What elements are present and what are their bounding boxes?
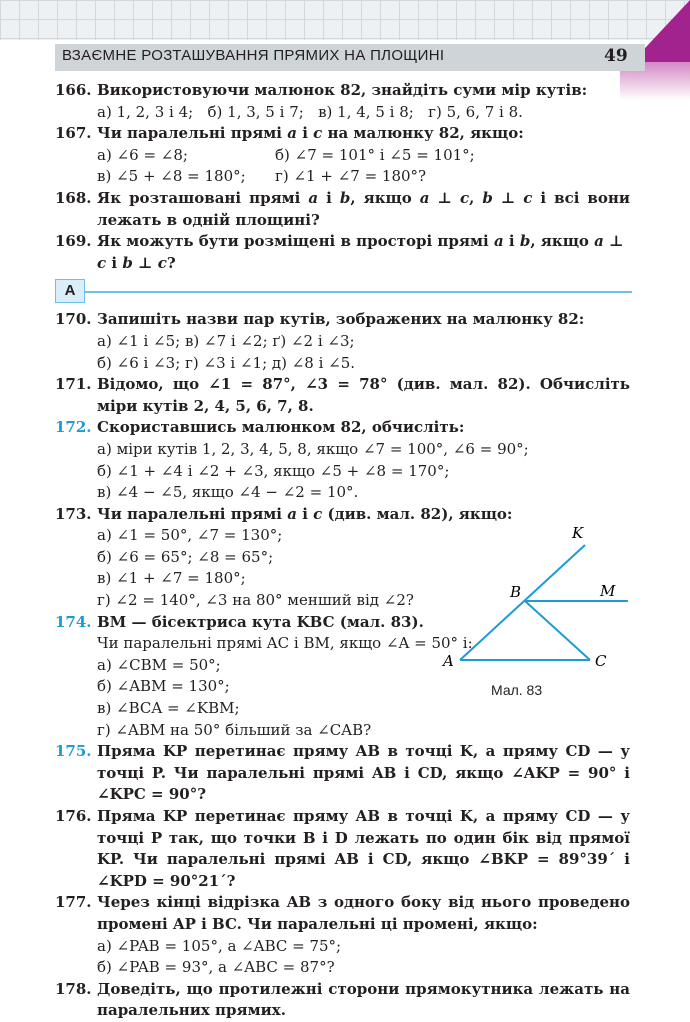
- problem-number: 169.: [55, 232, 92, 251]
- option-a: а) ∠6 = ∠8;: [97, 145, 188, 164]
- var-b: b: [122, 253, 133, 272]
- problem-172-line2: б) ∠1 + ∠4 і ∠2 + ∠3, якщо ∠5 + ∠8 = 170°;: [97, 461, 450, 480]
- problem-167-options-row2: [55, 166, 630, 188]
- problem-number: 178.: [55, 979, 92, 998]
- var-b: b: [519, 232, 531, 251]
- problem-177-line1: а) ∠PAB = 105°, а ∠ABC = 75°;: [97, 936, 342, 955]
- var-a: a: [419, 188, 430, 207]
- problem-text: Як можуть бути розміщені в просторі прямі: [97, 232, 494, 251]
- problem-number: 175.: [55, 742, 92, 761]
- problem-174-line2: б) ∠ABM = 130°;: [97, 677, 230, 696]
- problem-text: Чи паралельні прямі: [97, 124, 288, 143]
- perp-symbol: ⊥: [609, 232, 624, 251]
- var-b: b: [482, 188, 493, 207]
- section-a-divider: [55, 279, 630, 303]
- problem-173-line4: г) ∠2 = 140°, ∠3 на 80° менший від ∠2?: [97, 591, 414, 610]
- var-c: c: [97, 253, 107, 272]
- problem-170: [55, 309, 630, 331]
- var-c: c: [157, 253, 167, 272]
- problem-text: Відомо, що ∠1 = 87°, ∠3 = 78° (див. мал. 82). Обчисліть міри кутів 2, 4, 5, 6, 7, 8.: [97, 375, 630, 415]
- problem-172-line1: а) міри кутів 1, 2, 3, 4, 5, 8, якщо ∠7 = 100°, ∠6 = 90°;: [97, 439, 529, 458]
- option-d: г) ∠1 + ∠7 = 180°?: [275, 167, 427, 186]
- perp-symbol: ⊥: [500, 188, 516, 207]
- problem-text: Як розташовані прямі: [97, 188, 309, 207]
- var-c: c: [459, 188, 470, 207]
- problem-171: [55, 374, 630, 417]
- comma: ,: [469, 188, 475, 207]
- perp-symbol: ⊥: [437, 188, 452, 207]
- var-c: c: [523, 188, 533, 207]
- problem-text: BM — бісектриса кута KBC (мал. 83).: [97, 612, 424, 631]
- problem-170-line2: б) ∠6 і ∠3; г) ∠3 і ∠1; д) ∠8 і ∠5.: [97, 353, 356, 372]
- problem-177-line2: б) ∠PAB = 93°, а ∠ABC = 87°?: [97, 958, 335, 977]
- section-a-badge: А: [55, 279, 85, 303]
- problem-168: [55, 188, 630, 231]
- var-c: c: [313, 504, 323, 523]
- figure-caption: Мал. 83: [491, 682, 543, 698]
- problem-text: на малюнку 82, якщо:: [322, 124, 524, 143]
- problem-173-line2: б) ∠6 = 65°; ∠8 = 65°;: [97, 547, 274, 566]
- problem-174-line1: а) ∠CBM = 50°;: [97, 655, 221, 674]
- problem-number: 172.: [55, 418, 92, 437]
- problem-174-line4: г) ∠ABM на 50° більший за ∠CAB?: [97, 720, 372, 739]
- page-number: 49: [604, 46, 628, 66]
- problem-number: 173.: [55, 504, 92, 523]
- problem-number: 167.: [55, 124, 92, 143]
- perp-symbol: ⊥: [138, 253, 153, 272]
- problem-172-line3: в) ∠4 − ∠5, якщо ∠4 − ∠2 = 10°.: [97, 483, 359, 502]
- option-b: б) ∠7 = 101° і ∠5 = 101°;: [275, 145, 475, 164]
- problem-166: [55, 80, 630, 102]
- problem-number: 168.: [55, 188, 92, 207]
- problem-text: , якщо: [530, 232, 595, 251]
- section-line: [85, 291, 632, 293]
- problem-173-line3: в) ∠1 + ∠7 = 180°;: [97, 569, 246, 588]
- problem-166-options: а) 1, 2, 3 і 4; б) 1, 3, 5 і 7; в) 1, 4, 5 і 8; г) 5, 6, 7 і 8.: [97, 102, 523, 121]
- problem-number: 170.: [55, 310, 92, 329]
- var-a: a: [493, 232, 504, 251]
- problem-169: [55, 231, 630, 274]
- problem-number: 177.: [55, 893, 92, 912]
- problem-178: [55, 979, 630, 1022]
- figure-83: [430, 520, 635, 680]
- problem-text: Використовуючи малюнок 82, знайдіть суми мір кутів:: [97, 81, 588, 99]
- label-m: M: [600, 582, 616, 600]
- conj: і: [111, 253, 118, 272]
- problem-number: 166.: [55, 81, 92, 99]
- problem-176: [55, 806, 630, 892]
- segment-bc: [525, 601, 590, 660]
- var-a: a: [287, 124, 297, 143]
- problem-text: Запишіть назви пар кутів, зображених на малюнку 82:: [97, 310, 585, 329]
- problem-text: Пряма KP перетинає пряму AB в точці K, а пряму CD — у точці P. Чи паралельні прямі AB і CD, якщо ∠AKP = 90° і ∠KPC = 90°?: [97, 742, 630, 804]
- var-c: c: [313, 124, 323, 143]
- problem-text: Через кінці відрізка AB з одного боку від нього проведено промені AP і BC. Чи паралельні ці промені, якщо:: [97, 893, 630, 933]
- label-a: A: [443, 652, 454, 670]
- problem-text: Доведіть, що протилежні сторони прямокутника лежать на паралельних прямих.: [97, 979, 630, 1020]
- label-c: C: [595, 652, 607, 670]
- page-header-title: ВЗАЄМНЕ РОЗТАШУВАННЯ ПРЯМИХ НА ПЛОЩИНІ: [62, 47, 445, 64]
- problem-173-line1: а) ∠1 = 50°, ∠7 = 130°;: [97, 526, 283, 545]
- problem-170-line1: а) ∠1 і ∠5; в) ∠7 і ∠2; ґ) ∠2 і ∠3;: [97, 331, 355, 350]
- problem-number: 171.: [55, 375, 92, 394]
- question-mark: ?: [166, 253, 176, 272]
- problem-text: і всі вони лежать в одній площині?: [97, 188, 630, 229]
- option-c: в) ∠5 + ∠8 = 180°;: [97, 167, 246, 186]
- conj: і: [302, 504, 308, 523]
- problem-number: 174.: [55, 612, 92, 631]
- problem-text: Пряма KP перетинає пряму AB в точці K, а пряму CD — у точці P так, що точки B і D лежать по один бік від прямої KP. Чи паралельні прямі AB і CD, якщо ∠BKP = 89°39´ і ∠KPD = 90°21´?: [97, 807, 630, 890]
- segment-ak: [460, 545, 585, 660]
- conj: і: [326, 188, 332, 207]
- problem-text: , якщо: [350, 188, 420, 207]
- problem-175: [55, 741, 630, 806]
- problem-text: Скориставшись малюнком 82, обчисліть:: [97, 418, 465, 437]
- label-k: K: [572, 524, 584, 542]
- var-a: a: [287, 504, 297, 523]
- var-a: a: [594, 232, 604, 251]
- conj: і: [302, 124, 308, 143]
- problem-174-line0: Чи паралельні прямі AC і BM, якщо ∠A = 50° і:: [97, 634, 473, 653]
- problem-text: (див. мал. 82), якщо:: [322, 504, 513, 523]
- problem-174-line3: в) ∠BCA = ∠KBM;: [97, 699, 240, 718]
- var-b: b: [339, 188, 351, 207]
- var-a: a: [308, 188, 319, 207]
- problem-172: [55, 417, 630, 439]
- label-b: B: [510, 583, 522, 601]
- problem-167-options-row1: [55, 145, 630, 167]
- problem-177: [55, 892, 630, 935]
- problem-number: 176.: [55, 807, 92, 825]
- problem-167: [55, 123, 630, 145]
- conj: і: [508, 232, 515, 251]
- problem-text: Чи паралельні прямі: [97, 504, 288, 523]
